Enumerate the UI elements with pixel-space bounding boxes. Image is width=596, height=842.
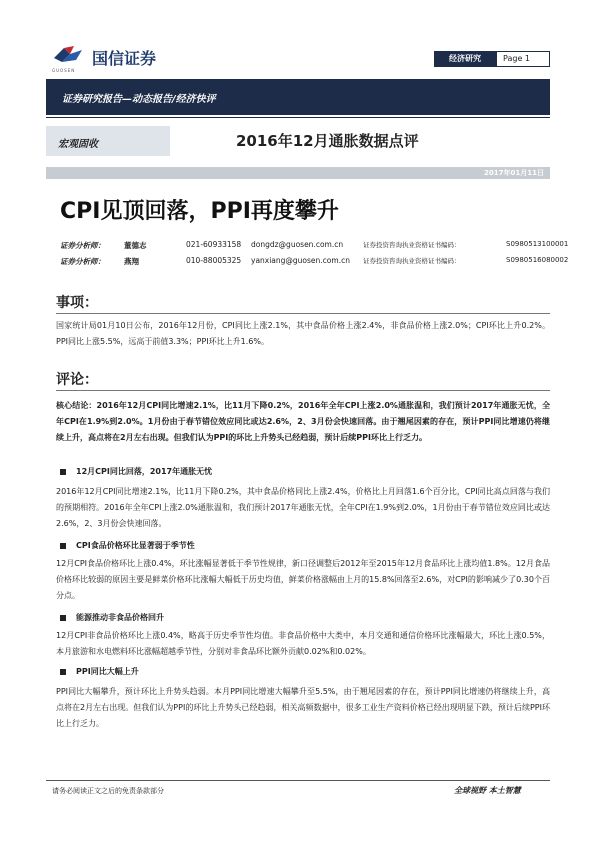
main-title: CPI见顶回落，PPI再度攀升	[60, 199, 339, 224]
analyst-name: 董德志	[124, 241, 147, 250]
footer-divider	[46, 780, 550, 781]
analyst-name: 燕翔	[124, 257, 139, 266]
divider	[46, 117, 550, 118]
bullet-heading: 能源推动非食品价格回升	[60, 612, 164, 623]
bullet-text: PPI同比大幅攀升，预计环比上升势头趋弱。本月PPI同比增速大幅攀升至5.5%，由于翘尾因素的存在，预计PPI同比增速仍将继续上升，高点将在2月左右出现。但我们认为PPI的环比上升势头已经趋弱，相关高频数据中，很多工业生产资料价格已经出现明显下跌，预计后续PPI环比上行乏力。	[56, 687, 550, 728]
event-text: 国家统计局01月10日公布，2016年12月份，CPI同比上涨2.1%，其中食品价格上涨2.4%，非食品价格上涨2.0%；CPI环比上升0.2%。PPI同比上涨5.5%，远高于前值3.3%；PPI环比上升1.6%。	[56, 321, 550, 346]
analyst-row	[60, 256, 568, 267]
analyst-cert-number: S0980513100001	[506, 240, 569, 248]
bullet-square-icon	[60, 669, 66, 675]
category-label: 宏观固收	[58, 139, 98, 150]
analyst-role: 证券分析师：	[60, 257, 105, 266]
core-summary: 核心结论：2016年12月CPI同比增速2.1%，比11月下降0.2%，2016年全年CPI上涨2.0%通胀温和，我们预计2017年通胀无忧，全年CPI在1.9%到2.0%。1月份由于春节错位效应同比或达2.6%，2、3月份会快速回落。由于翘尾因素的存在，预计PPI同比增速仍将继续上升，高点将在2月左右出现。但我们认为PPI的环比上升势头已经趋弱，预计后续PPI环比上行乏力。	[56, 401, 550, 442]
header-tag: 经济研究	[434, 51, 496, 67]
bullet-square-icon	[60, 469, 66, 475]
report-type-band	[46, 79, 550, 115]
bullet-text: 12月CPI非食品价格环比上涨0.4%，略高于历史季节性均值。非食品价格中大类中，本月交通和通信价格环比涨幅最大，环比上涨0.5%，本月旅游和水电燃料环比涨幅超越季节性，分别对非食品环比额外贡献0.02%和0.02%。	[56, 631, 550, 656]
slogan: 全球视野 本土智慧	[454, 786, 521, 795]
report-date: 2017年01月11日	[484, 169, 544, 177]
analyst-phone: 010-88005325	[186, 256, 242, 265]
analyst-cert-label: 证券投资咨询执业资格证书编码：	[363, 241, 461, 249]
analyst-role: 证券分析师：	[60, 241, 105, 250]
disclaimer-note: 请务必阅读正文之后的免责条款部分	[52, 787, 164, 795]
bullet-square-icon	[60, 543, 66, 549]
analyst-cert-number: S0980516080002	[506, 256, 569, 264]
bullet-square-icon	[60, 615, 66, 621]
bullet-heading: 12月CPI同比回落，2017年通胀无忧	[60, 466, 212, 477]
bullet-text: 12月CPI食品价格环比上涨0.4%，环比涨幅显著低于季节性规律，新口径调整后2012年至2015年12月食品环比上涨均值1.8%。12月食品价格环比较弱的原因主要是鲜菜价格环比涨幅大幅低于历史均值，鲜菜价格涨幅由上月的15.8%回落至2.6%，对CPI的影响减少了0.30个百分点。	[56, 559, 550, 600]
analyst-email[interactable]: dongdz@guosen.com.cn	[251, 240, 344, 249]
date-bar	[46, 167, 550, 179]
analyst-cert-label: 证券投资咨询执业资格证书编码：	[363, 257, 461, 265]
bullet-heading: CPI食品价格环比显著弱于季节性	[60, 540, 195, 551]
section-heading-event: 事项：	[56, 295, 98, 311]
section-divider	[56, 390, 550, 391]
analyst-email[interactable]: yanxiang@guosen.com.cn	[251, 256, 350, 265]
bullet-heading: PPI同比大幅上升	[60, 666, 139, 677]
analyst-phone: 021-60933158	[186, 240, 242, 249]
report-type-text: 证券研究报告—动态报告/经济快评	[62, 94, 216, 105]
guosen-logo-icon	[52, 44, 86, 66]
brand-sub: GUOSEN	[52, 68, 76, 73]
bullet-text: 2016年12月CPI同比增速2.1%，比11月下降0.2%，其中食品价格同比上涨2.4%，价格比上月回落1.6个百分比，CPI同比高点回落与我们的预期相符。2016年全年CPI上涨2.0%通胀温和，我们预计2017年通胀无忧，全年CPI在1.9%到2.0%，1月份由于春节错位效应同比或达2.6%，2、3月份会快速回落。	[56, 487, 550, 528]
category-box	[46, 126, 170, 156]
section-heading-comment: 评论：	[56, 372, 98, 388]
page-number: Page 1	[496, 51, 550, 67]
section-divider	[56, 313, 550, 314]
analyst-row	[60, 240, 568, 251]
brand-name: 国信证券	[92, 49, 157, 68]
report-title: 2016年12月通胀数据点评	[236, 132, 419, 150]
